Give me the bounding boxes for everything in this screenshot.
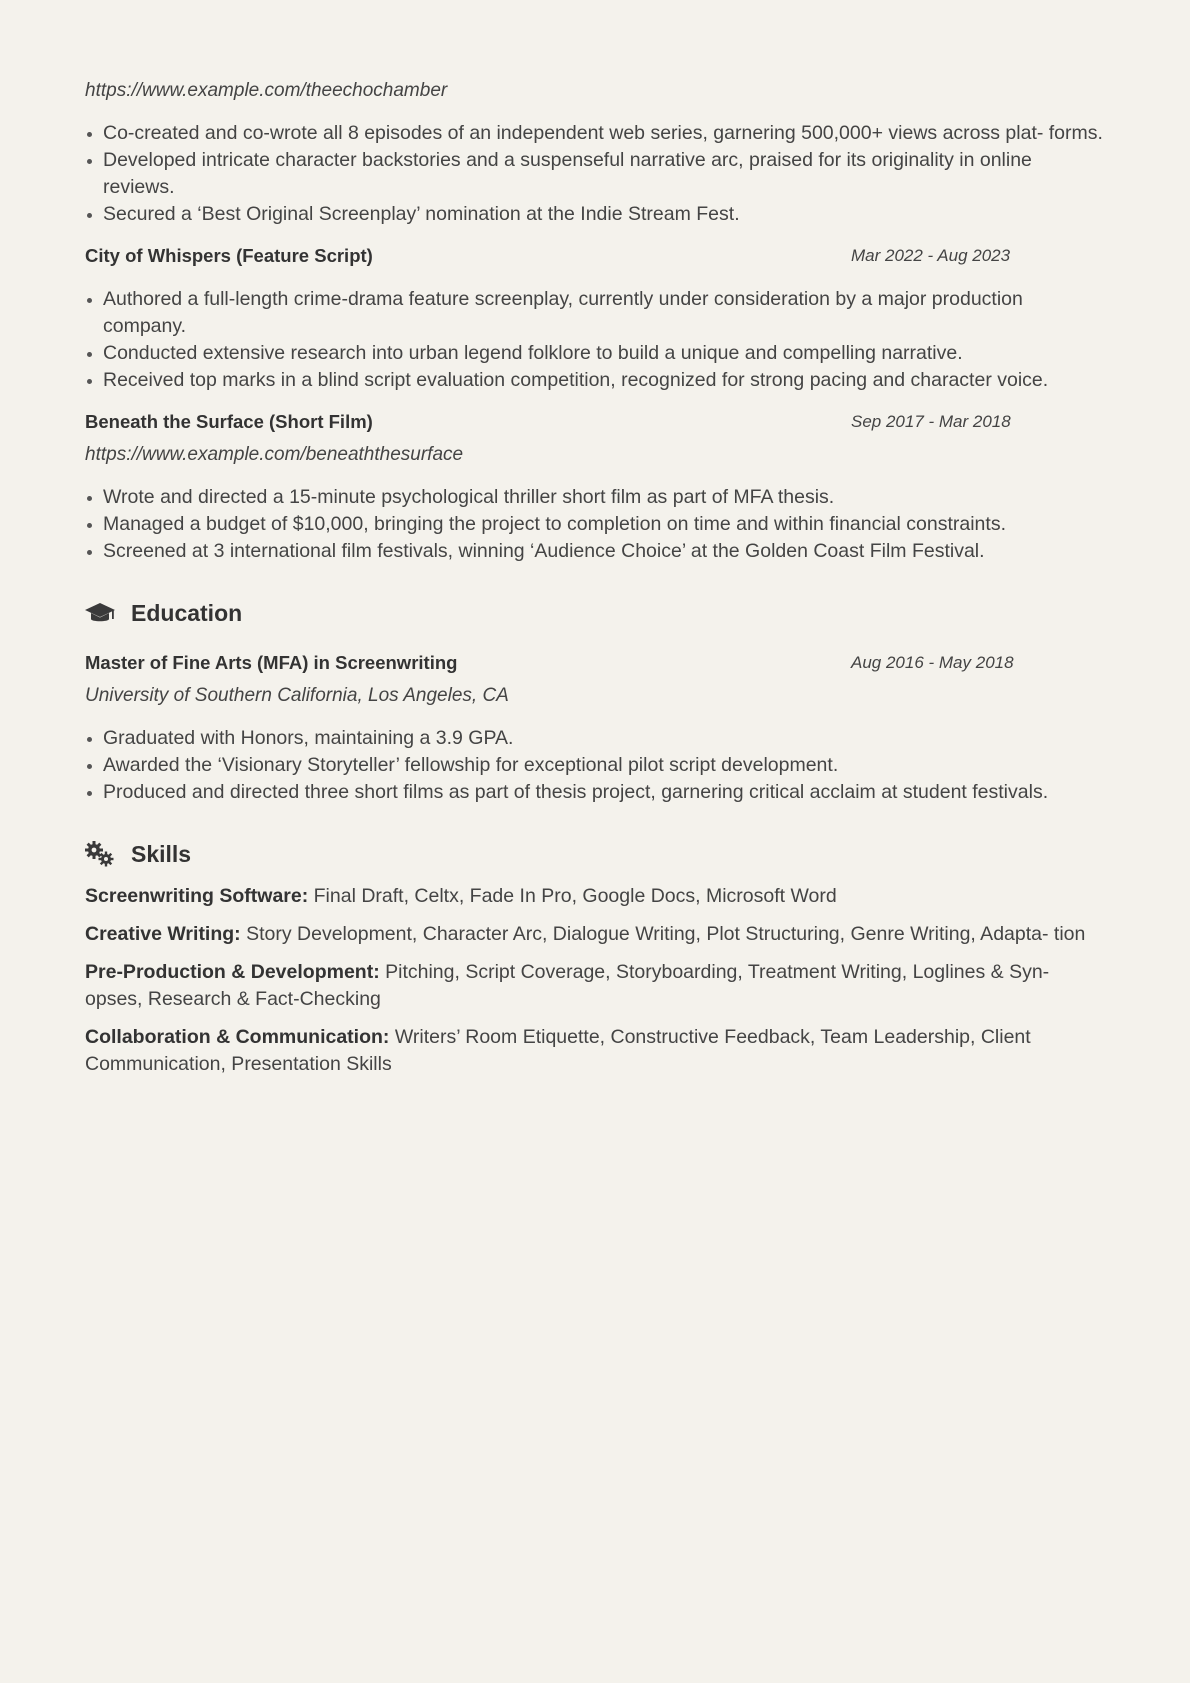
skill-value: Story Development, Character Arc, Dialogue Writing, Plot Structuring, Genre Writing, Adapta- tion [246, 923, 1086, 945]
entry-date: Aug 2016 - May 2018 [851, 653, 1014, 672]
bullet-list [85, 286, 1105, 394]
list-item: Awarded the ‘Visionary Storyteller’ fellowship for exceptional pilot script development. [103, 752, 1105, 779]
list-item: Managed a budget of $10,000, bringing the project to completion on time and within financial constraints. [103, 511, 1105, 538]
skill-row [85, 1024, 1105, 1078]
list-item: Received top marks in a blind script evaluation competition, recognized for strong pacing and character voice. [103, 367, 1105, 394]
entry-header [85, 242, 1105, 270]
project-city-of-whispers [85, 242, 1105, 394]
list-item: Conducted extensive research into urban legend folklore to build a unique and compelling narrative. [103, 340, 1105, 367]
entry-title: Beneath the Surface (Short Film) [85, 411, 373, 432]
entry-date: Mar 2022 - Aug 2023 [851, 246, 1011, 265]
list-item: Co-created and co-wrote all 8 episodes of an independent web series, garnering 500,000+ views across plat- forms. [103, 120, 1105, 147]
list-item: Graduated with Honors, maintaining a 3.9 GPA. [103, 725, 1105, 752]
resume-page [85, 78, 1105, 1078]
skill-row [85, 883, 1105, 910]
degree-title: Master of Fine Arts (MFA) in Screenwriting [85, 652, 458, 673]
project-url[interactable]: https://www.example.com/beneaththesurface [85, 444, 464, 465]
skill-label: Collaboration & Communication: [85, 1026, 390, 1048]
section-title: Skills [131, 840, 192, 867]
bullet-list [85, 120, 1105, 228]
skills-section-header [85, 836, 1105, 872]
bullet-list [85, 725, 1105, 806]
bullet-list [85, 484, 1105, 565]
education-entry [85, 649, 1105, 806]
school-name: University of Southern California, Los Angeles, CA [85, 685, 509, 706]
graduation-cap-icon [85, 598, 115, 628]
skill-value: Final Draft, Celtx, Fade In Pro, Google Docs, Microsoft Word [313, 885, 837, 907]
list-item: Screened at 3 international film festivals, winning ‘Audience Choice’ at the Golden Coast Film Festival. [103, 538, 1105, 565]
skill-label: Pre-Production & Development: [85, 961, 380, 983]
project-echo-chamber [85, 78, 1105, 228]
skills-list [85, 883, 1105, 1078]
entry-header [85, 408, 1105, 436]
list-item: Developed intricate character backstories and a suspenseful narrative arc, praised for its originality in online reviews. [103, 147, 1105, 201]
skill-row [85, 959, 1105, 1013]
list-item: Wrote and directed a 15-minute psychological thriller short film as part of MFA thesis. [103, 484, 1105, 511]
skill-label: Screenwriting Software: [85, 885, 309, 907]
skill-value: Writers’ Room Etiquette, Constructive Feedback, Team Leadership, Client Communication, Presentation Skills [85, 1026, 1031, 1075]
section-title: Education [131, 599, 243, 626]
project-beneath-the-surface [85, 408, 1105, 565]
entry-title: City of Whispers (Feature Script) [85, 245, 373, 266]
entry-header [85, 649, 1105, 677]
list-item: Produced and directed three short films as part of thesis project, garnering critical acclaim at student festivals. [103, 779, 1105, 806]
education-section-header [85, 595, 1105, 631]
skill-row [85, 921, 1105, 948]
skill-value: Pitching, Script Coverage, Storyboarding, Treatment Writing, Loglines & Syn- opses, Research & Fact-Checking [85, 961, 1050, 1010]
list-item: Authored a full-length crime-drama feature screenplay, currently under consideration by a major production company. [103, 286, 1105, 340]
skill-label: Creative Writing: [85, 923, 241, 945]
project-url[interactable]: https://www.example.com/theechochamber [85, 80, 448, 101]
entry-date: Sep 2017 - Mar 2018 [851, 412, 1011, 431]
list-item: Secured a ‘Best Original Screenplay’ nomination at the Indie Stream Fest. [103, 201, 1105, 228]
gears-icon [85, 839, 115, 869]
